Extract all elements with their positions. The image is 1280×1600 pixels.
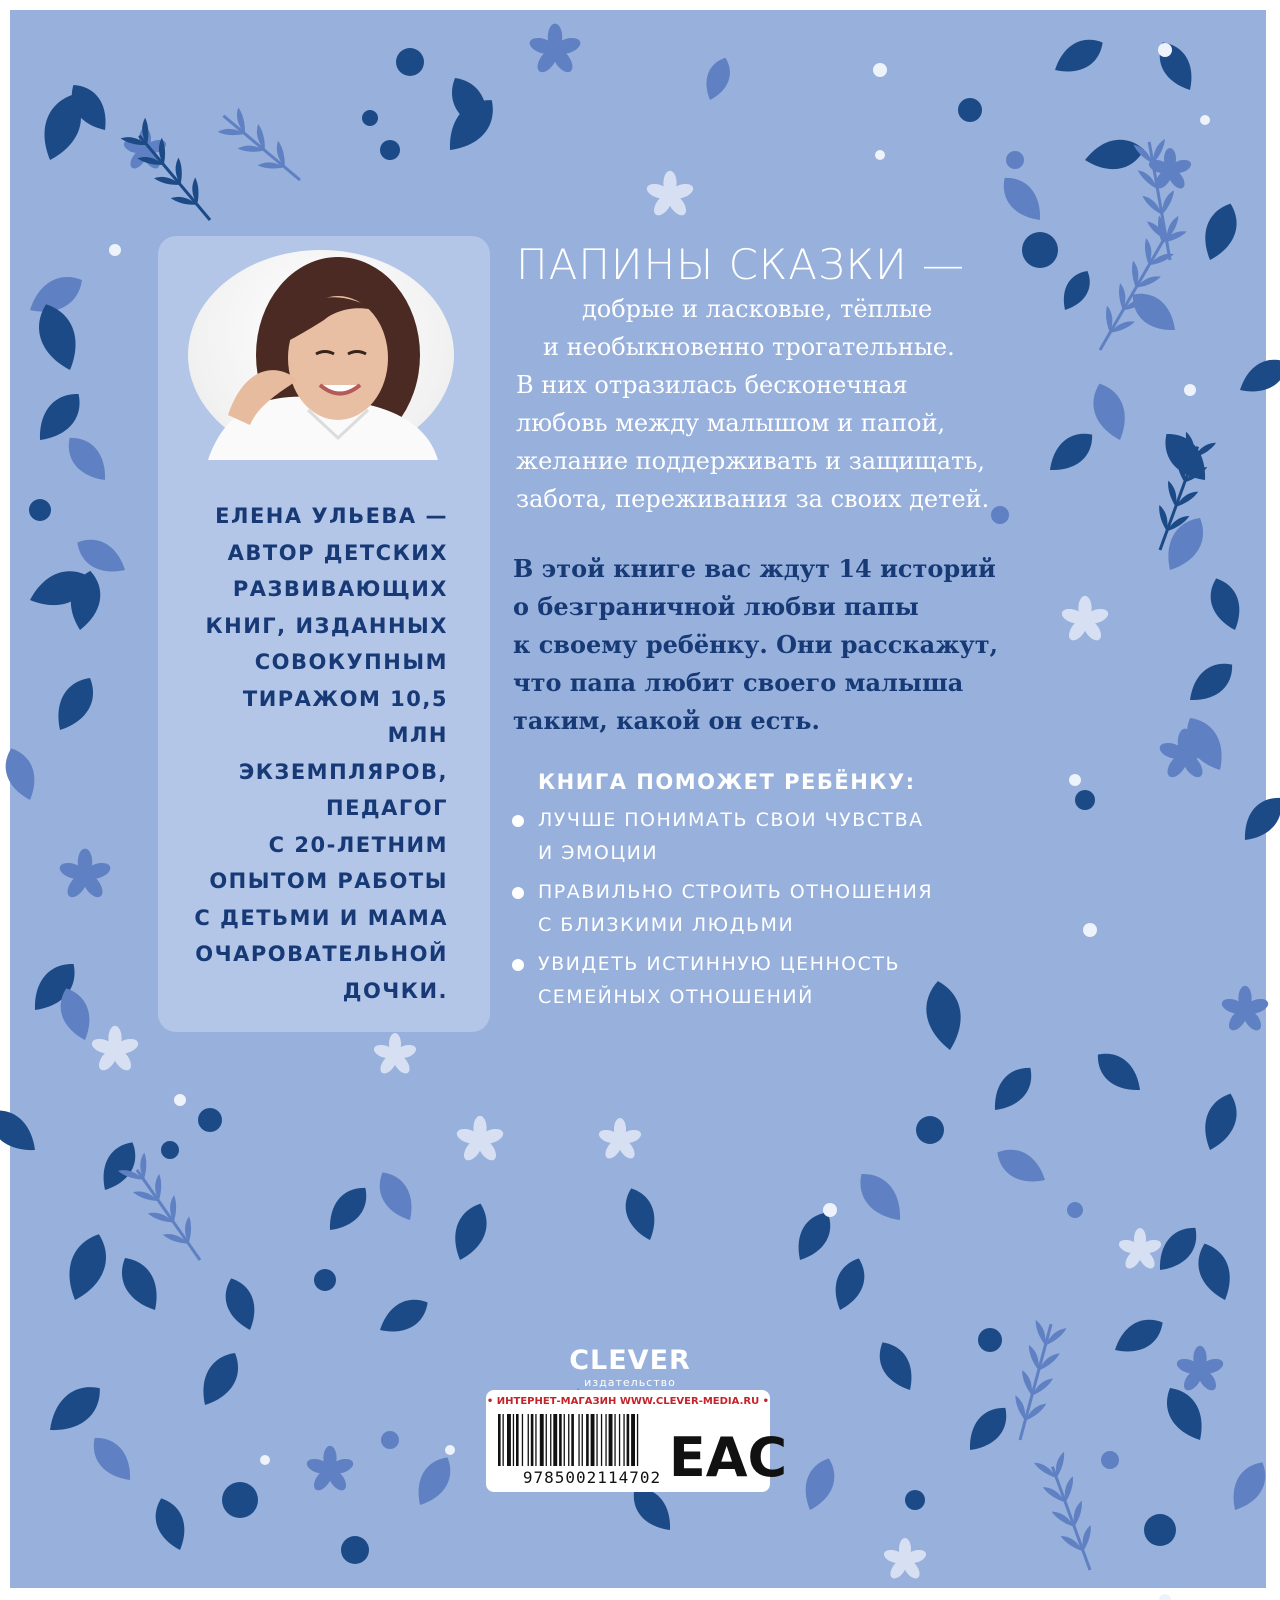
leaf-shape <box>995 169 1051 228</box>
berry-dot <box>174 1094 186 1106</box>
leaf-shape <box>1082 135 1146 174</box>
barcode-bar <box>619 1414 620 1466</box>
barcode-bar <box>627 1414 630 1466</box>
leaf-shape <box>1158 1381 1213 1447</box>
berry-dot <box>823 1203 837 1217</box>
berry-dot <box>875 150 885 160</box>
isbn-number: 9785002114702 <box>522 1468 662 1487</box>
leaf-shape <box>960 1399 1016 1458</box>
leaf-shape <box>798 1454 842 1515</box>
berry-dot <box>1083 923 1097 937</box>
leaf-shape <box>700 54 736 104</box>
description-line: любовь между малышом и папой, <box>516 409 946 437</box>
leaf-shape <box>1224 1456 1274 1517</box>
leaf-shape <box>409 1451 459 1512</box>
berry-dot <box>1158 43 1172 57</box>
barcode-sticker <box>486 1390 788 1492</box>
berry-dot <box>905 1490 925 1510</box>
berry-dot <box>222 1482 258 1518</box>
barcode-bar <box>550 1414 551 1466</box>
leaf-shape <box>193 1346 248 1412</box>
barcode-bar <box>559 1414 562 1466</box>
berry-dot <box>396 48 424 76</box>
barcode-bar <box>631 1414 635 1466</box>
benefit-item: ПРАВИЛЬНО СТРОИТЬ ОТНОШЕНИЯ С БЛИЗКИМИ ЛЮДЬМИ <box>508 876 933 942</box>
leaf-shape <box>619 1184 663 1245</box>
berry-dot <box>380 140 400 160</box>
berry-dot <box>1067 1202 1083 1218</box>
berry-dot <box>1144 1514 1176 1546</box>
berry-dot <box>381 1431 399 1449</box>
barcode-bar <box>546 1414 547 1466</box>
berry-dot <box>1159 1594 1171 1600</box>
description-line: и необыкновенно трогательные. <box>543 333 955 361</box>
berry-dot <box>1075 790 1095 810</box>
leaf-shape <box>320 1179 376 1238</box>
leaf-shape <box>991 1141 1052 1191</box>
leaf-shape <box>1151 36 1201 97</box>
benefits-list <box>508 804 933 1020</box>
barcode-bar <box>535 1414 536 1466</box>
berry-dot <box>1022 232 1058 268</box>
leaf-shape <box>48 671 103 737</box>
berry-dot <box>916 1116 944 1144</box>
leaf-shape <box>1182 655 1241 711</box>
barcode-bar <box>498 1414 501 1466</box>
leaf-shape <box>1235 789 1280 848</box>
berry-dot <box>341 1536 369 1564</box>
berry-dot <box>1200 115 1210 125</box>
leaf-shape <box>59 1228 115 1305</box>
berry-dot <box>260 1455 270 1465</box>
description-line: забота, переживания за своих детей. <box>516 485 990 513</box>
barcode-bar <box>582 1414 583 1466</box>
barcode <box>496 1414 686 1468</box>
leaf-shape <box>85 1429 141 1488</box>
barcode-bar <box>522 1414 523 1466</box>
leaf-shape <box>871 1336 921 1397</box>
leaf-shape <box>373 1291 434 1341</box>
barcode-bar <box>614 1414 615 1466</box>
description-line: желание поддерживать и защищать, <box>516 447 986 475</box>
barcode-bar <box>516 1414 519 1466</box>
barcode-bar <box>564 1414 565 1466</box>
barcode-bar <box>553 1414 557 1466</box>
barcode-bar <box>623 1414 624 1466</box>
description-line: В них отразилась бесконечная <box>516 371 908 399</box>
barcode-bar <box>531 1414 534 1466</box>
leaf-shape <box>1191 1239 1239 1305</box>
leaf-shape <box>1089 1045 1148 1101</box>
leaf-shape <box>446 1199 494 1265</box>
publisher-logo <box>550 1346 710 1389</box>
twig-stem <box>223 116 300 180</box>
berry-dot <box>445 1445 455 1455</box>
leaf-shape <box>1108 1311 1169 1361</box>
berry-dot <box>1069 774 1081 786</box>
leaf-shape <box>113 1251 168 1317</box>
barcode-bar <box>605 1414 606 1466</box>
leaf-shape <box>0 744 42 805</box>
barcode-bar <box>503 1414 504 1466</box>
berry-dot <box>161 1141 179 1159</box>
barcode-bar <box>586 1414 589 1466</box>
benefits-heading: КНИГА ПОМОЖЕТ РЕБЁНКУ: <box>538 770 916 794</box>
barcode-bar <box>609 1414 613 1466</box>
leaf-shape <box>828 1254 872 1315</box>
leaf-shape <box>1204 574 1248 635</box>
leaf-shape <box>1048 31 1109 81</box>
barcode-bar <box>596 1414 597 1466</box>
barcode-bar <box>568 1414 569 1466</box>
barcode-bar <box>591 1414 595 1466</box>
berry-dot <box>958 98 982 122</box>
stories-promo: В этой книге вас ждут 14 историй о безграничной любви папы к своему ребёнку. Они расскажут, что папа любит своего малыша таким, какой он есть. <box>513 554 999 735</box>
barcode-bar <box>528 1414 529 1466</box>
barcode-bar <box>601 1414 602 1466</box>
barcode-bar <box>637 1414 638 1466</box>
barcode-bar <box>507 1414 511 1466</box>
leaf-shape <box>149 1494 193 1555</box>
author-bio: ЕЛЕНА УЛЬЕВА — АВТОР ДЕТСКИХ РАЗВИВАЮЩИХ КНИГ, ИЗДАННЫХ СОВОКУПНЫМ ТИРАЖОМ 10,5 МЛН ЭКЗЕМПЛЯРОВ, ПЕДАГОГ С 20-ЛЕТНИМ ОПЫТОМ РАБОТЫ С ДЕТЬМИ И МАМА ОЧАРОВАТЕЛЬНОЙ ДОЧКИ. <box>194 504 448 1003</box>
twig-stem <box>139 136 210 220</box>
leaf-shape <box>40 1376 110 1442</box>
description-line: добрые и ласковые, тёплые <box>582 295 933 323</box>
benefit-item: ЛУЧШЕ ПОНИМАТЬ СВОИ ЧУВСТВА И ЭМОЦИИ <box>508 804 933 870</box>
berry-dot <box>978 1328 1002 1352</box>
book-description <box>10 290 1266 518</box>
book-title-headline: ПАПИНЫ СКАЗКИ — <box>516 240 966 289</box>
berry-dot <box>1101 1451 1119 1469</box>
berry-dot <box>1006 151 1024 169</box>
leaf-shape <box>94 1136 144 1197</box>
leaf-shape <box>1196 199 1244 265</box>
eac-mark <box>668 1414 788 1489</box>
barcode-bar <box>571 1414 574 1466</box>
barcode-bar <box>513 1414 514 1466</box>
berry-dot <box>362 110 378 126</box>
benefit-item: УВИДЕТЬ ИСТИННУЮ ЦЕННОСТЬ СЕМЕЙНЫХ ОТНОШЕНИЙ <box>508 948 933 1014</box>
leaf-shape <box>0 1100 44 1161</box>
store-url: • ИНТЕРНЕТ-МАГАЗИН WWW.CLEVER-MEDIA.RU • <box>486 1396 770 1407</box>
leaf-shape <box>219 1274 263 1335</box>
berry-dot <box>314 1269 336 1291</box>
publisher-subtitle: издательство <box>584 1376 676 1389</box>
berry-dot <box>109 244 121 256</box>
publisher-name: CLEVER <box>569 1345 691 1376</box>
barcode-bar <box>578 1414 579 1466</box>
leaf-shape <box>985 1059 1041 1118</box>
barcode-bar <box>540 1414 544 1466</box>
berry-dot <box>873 63 887 77</box>
berry-dot <box>198 1108 222 1132</box>
eac-label: EAC <box>668 1426 788 1489</box>
leaf-shape <box>850 1165 911 1229</box>
leaf-shape <box>1196 1089 1244 1155</box>
twig-stem <box>137 1170 200 1260</box>
book-back-cover <box>10 10 1266 1588</box>
leaf-shape <box>371 1166 421 1227</box>
